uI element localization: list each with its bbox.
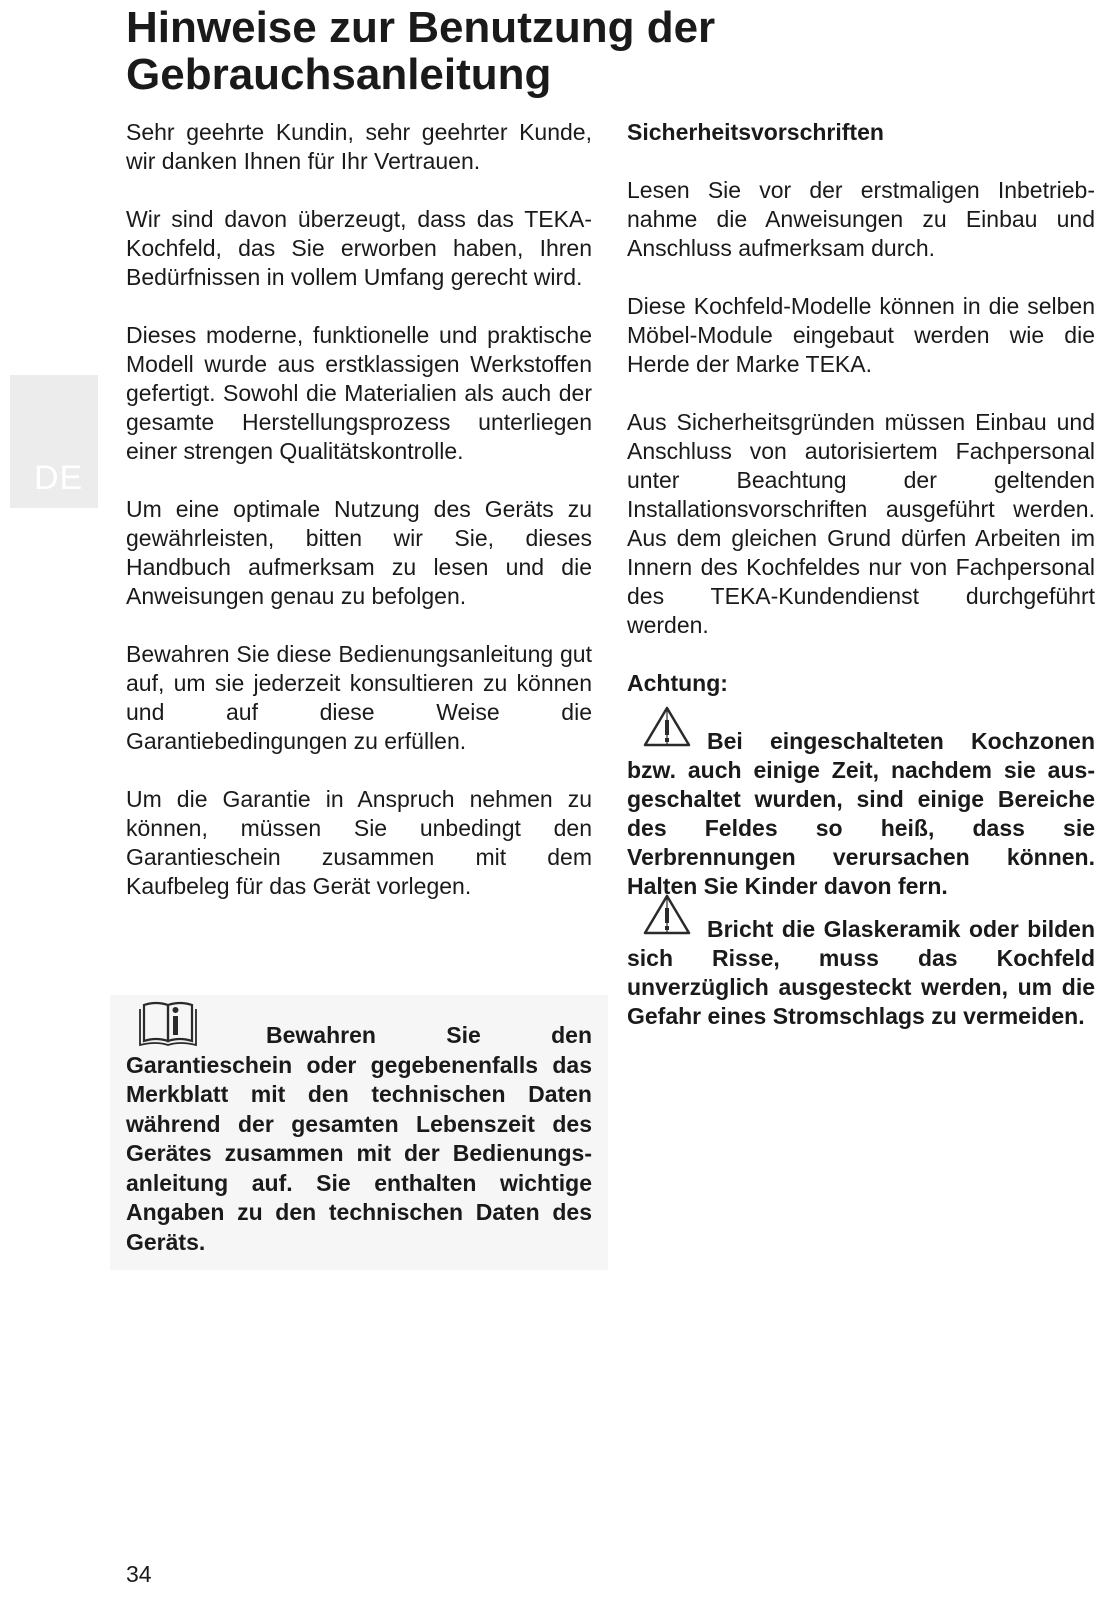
notice-content	[126, 1021, 592, 1257]
right-column	[627, 118, 1095, 1045]
body-paragraph: Bewahren Sie diese Bedienungsanleitung gut auf, um sie jederzeit konsultieren zu können und auf diese Weise die Garantiebedingungen zu erfüllen.	[126, 641, 592, 754]
body-paragraph: Lesen Sie vor der erstmaligen Inbetriebnahme die Anweisungen zu Einbau und Anschluss aufmerksam durch.	[627, 177, 1095, 261]
attention-heading: Achtung:	[627, 670, 728, 696]
warning-paragraph	[627, 915, 1095, 1031]
body-paragraph: Aus Sicherheitsgründen müssen Einbau und Anschluss von autorisiertem Fachpersonal unter Beachtung der geltenden Installationsvorschriften ausgeführt werden. Aus dem gleichen Grund dürfen Arbeiten im Innern des Kochfeldes nur von Fachpersonal des TEKA-Kundendienst durchgeführt werden.	[627, 409, 1095, 638]
notice-text: Bewahren Sie den Garantieschein oder gegebenenfalls das Merkblatt mit den technischen Daten während der gesamten Lebenszeit des Gerätes zusammen mit der Bedienungs-anleitung auf. Sie enthalten wichtige Angaben zu den technischen Daten des Geräts.	[126, 1022, 592, 1255]
safety-heading: Sicherheitsvorschriften	[627, 119, 884, 145]
body-paragraph: Dieses moderne, funktionelle und praktische Modell wurde aus erstklassigen Werkstoffen gefertigt. Sowohl die Materialien als auch der gesamte Herstellungsprozess unterliegen einer strengen Qualitätskontrolle.	[126, 322, 592, 464]
body-paragraph: Diese Kochfeld-Modelle können in die selben Möbel-Module eingebaut werden wie die Herde der Marke TEKA.	[627, 293, 1095, 377]
warning-text: Bei eingeschalteten Kochzonen bzw. auch einige Zeit, nachdem sie ausgeschaltet wurden, sind einige Bereiche des Feldes so heiß, dass sie Verbrennungen verursachen können. Halten Sie Kinder davon fern.	[627, 728, 1095, 899]
notice-box	[110, 995, 608, 1270]
left-column	[126, 118, 592, 930]
page-number: 34	[126, 1561, 152, 1587]
info-book-icon	[126, 997, 266, 1049]
body-paragraph: Um eine optimale Nutzung des Geräts zu gewährleisten, bitten wir Sie, dieses Handbuch aufmerksam zu lesen und die Anweisungen genau zu befolgen.	[126, 496, 592, 609]
warning-paragraph	[627, 727, 1095, 901]
page-title-line-1: Hinweise zur Benutzung der	[126, 3, 716, 52]
body-paragraph: Um die Garantie in Anspruch nehmen zu können, müssen Sie unbedingt den Garantieschein zusammen mit dem Kaufbeleg für das Gerät vorlegen.	[126, 786, 592, 899]
page-title-line-2: Gebrauchsanleitung	[126, 50, 552, 99]
intro-paragraph: Sehr geehrte Kundin, sehr geehrter Kunde, wir danken Ihnen für Ihr Vertrauen.	[126, 119, 592, 174]
warning-triangle-icon	[627, 705, 707, 749]
warning-text: Bricht die Glaskeramik oder bilden sich Risse, muss das Kochfeld unverzüglich ausgesteckt werden, um die Gefahr eines Stromschlags zu vermeiden.	[627, 916, 1095, 1029]
page-title	[126, 4, 1026, 98]
language-tab-label: DE	[34, 459, 84, 497]
language-tab	[10, 375, 98, 508]
body-paragraph: Wir sind davon überzeugt, dass das TEKA-Kochfeld, das Sie erworben haben, Ihren Bedürfnissen in vollem Umfang gerecht wird.	[126, 206, 592, 290]
